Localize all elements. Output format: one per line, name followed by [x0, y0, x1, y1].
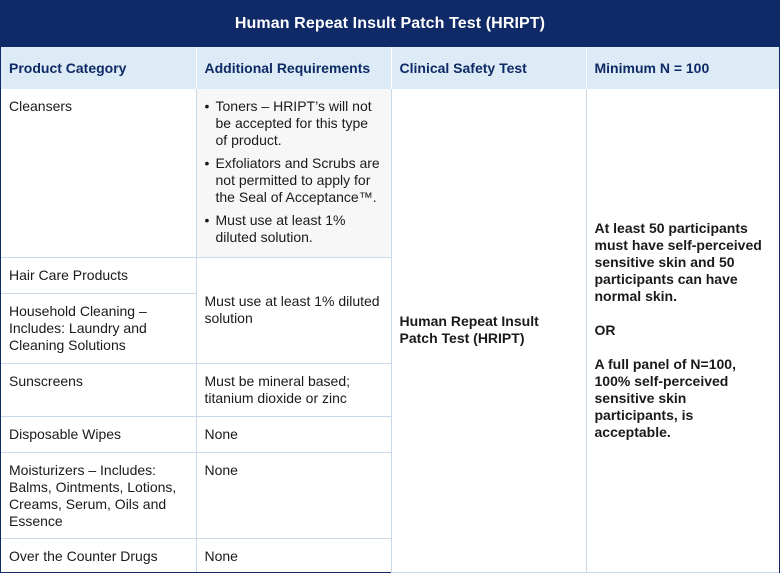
header-row — [1, 47, 779, 89]
bullet-icon: • — [204, 155, 210, 171]
header-additional-requirements: Additional Requirements — [196, 47, 391, 89]
requirements-moisturizers: None — [196, 452, 391, 538]
category-moisturizers: Moisturizers – Includes: Balms, Ointments, Lotions, Creams, Serum, Oils and Essence — [1, 452, 196, 538]
bullet-icon: • — [204, 212, 210, 228]
minimum-n-cell — [586, 89, 779, 572]
category-sunscreens: Sunscreens — [1, 363, 196, 416]
list-item: • Toners – HRIPT’s will not be accepted for this type of product. — [204, 98, 372, 148]
requirements-wipes: None — [196, 416, 391, 452]
category-household-cleaning: Household Cleaning – Includes: Laundry and Cleaning Solutions — [1, 293, 196, 363]
minimum-or: OR — [594, 321, 616, 338]
requirements-otc: None — [196, 538, 391, 572]
minimum-requirements — [595, 220, 772, 441]
requirements-table — [1, 47, 779, 573]
requirements-list — [205, 98, 383, 246]
requirements-sunscreens: Must be mineral based; titanium dioxide or zinc — [196, 363, 391, 416]
list-item: • Exfoliators and Scrubs are not permitted to apply for the Seal of Acceptance™. — [204, 155, 380, 205]
header-clinical-safety-test: Clinical Safety Test — [391, 47, 586, 89]
requirements-cleansers — [196, 89, 391, 257]
header-product-category: Product Category — [1, 47, 196, 89]
clinical-safety-test-cell: Human Repeat Insult Patch Test (HRIPT) — [391, 89, 586, 572]
bullet-icon: • — [204, 98, 210, 114]
category-cleansers: Cleansers — [1, 89, 196, 257]
header-minimum-n: Minimum N = 100 — [586, 47, 779, 89]
category-hair-care: Hair Care Products — [1, 257, 196, 293]
list-item: • Must use at least 1% diluted solution. — [204, 212, 346, 245]
minimum-option-2: A full panel of N=100, 100% self-perceived sensitive skin participants, is acceptable. — [594, 355, 736, 440]
category-disposable-wipes: Disposable Wipes — [1, 416, 196, 452]
table-row — [1, 89, 779, 257]
category-otc-drugs: Over the Counter Drugs — [9, 547, 158, 564]
table-title: Human Repeat Insult Patch Test (HRIPT) — [1, 1, 779, 47]
requirements-hair-household: Must use at least 1% diluted solution — [196, 257, 391, 363]
minimum-option-1: At least 50 participants must have self-perceived sensitive skin and 50 participants can have normal skin. — [594, 219, 762, 304]
